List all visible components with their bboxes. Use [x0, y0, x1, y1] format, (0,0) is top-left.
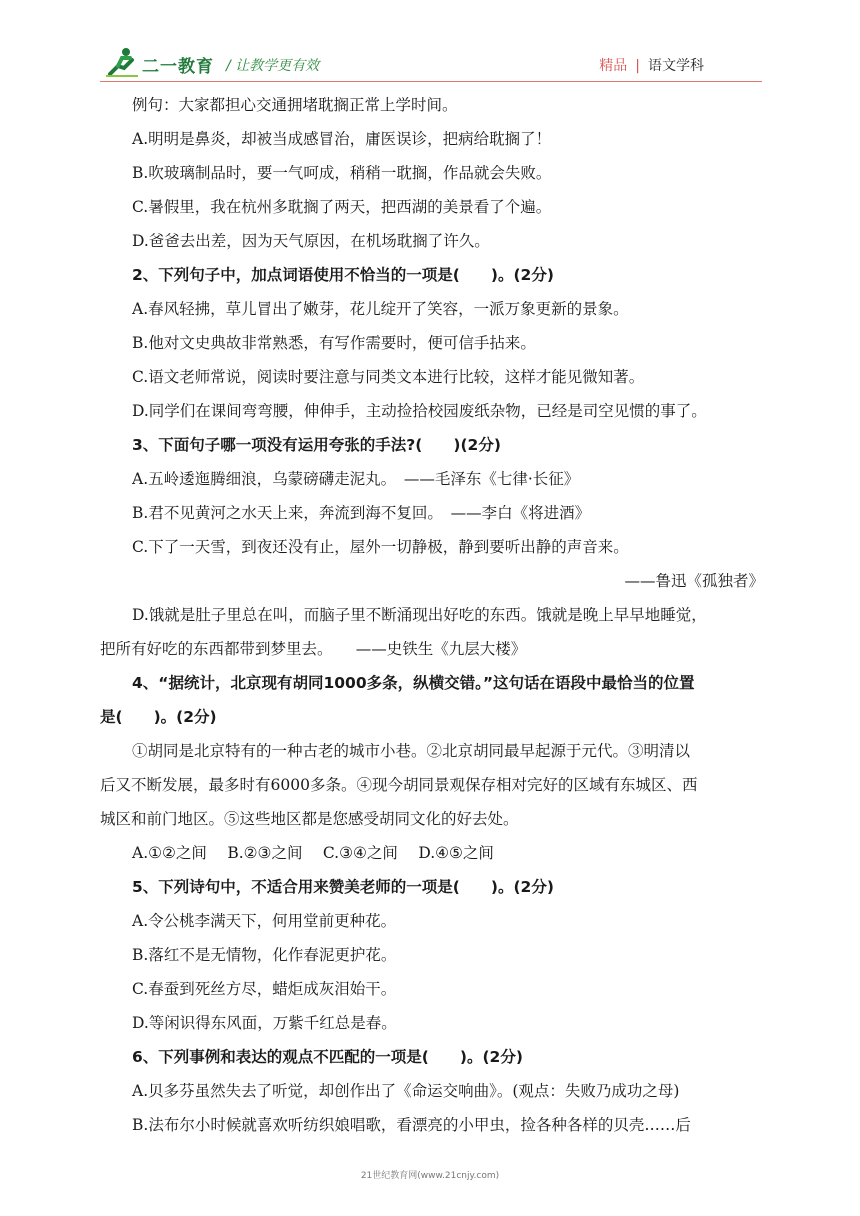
header-divider [100, 81, 762, 82]
text-line: A.贝多芬虽然失去了听觉，却创作出了《命运交响曲》。(观点：失败乃成功之母) [132, 1082, 680, 1100]
text-line: C.暑假里，我在杭州多耽搁了两天，把西湖的美景看了个遍。 [132, 198, 552, 216]
logo [104, 46, 234, 82]
text-line: B.法布尔小时候就喜欢听纺织娘唱歌，看漂亮的小甲虫，捡各种各样的贝壳……后 [132, 1116, 691, 1134]
text-line: B.落红不是无情物，化作春泥更护花。 [132, 946, 397, 964]
text-line-continued: 把所有好吃的东西都带到梦里去。 ——史铁生《九层大楼》 [100, 640, 527, 658]
text-line: D.爸爸去出差，因为天气原因，在机场耽搁了许久。 [132, 232, 490, 250]
slogan: / 让教学更有效 [226, 58, 320, 74]
question-heading: 4、“据统计，北京现有胡同1000多条，纵横交错。”这句话在语段中最恰当的位置 [132, 674, 695, 692]
text-line: A.①②之间 B.②③之间 C.③④之间 D.④⑤之间 [132, 844, 494, 862]
text-line: A.五岭逶迤腾细浪，乌蒙磅礴走泥丸。 ——毛泽东《七律·长征》 [132, 470, 580, 488]
question-heading: 2、下列句子中，加点词语使用不恰当的一项是( )。(2分) [132, 266, 554, 284]
text-line: B.吹玻璃制品时，要一气呵成，稍稍一耽搁，作品就会失败。 [132, 164, 552, 182]
text-line: C.下了一天雪，到夜还没有止，屋外一切静极，静到要听出静的声音来。 [132, 538, 629, 556]
text-line: C.春蚕到死丝方尽，蜡炬成灰泪始干。 [132, 980, 397, 998]
tag-subject: 语文学科 [648, 58, 704, 74]
runner-logo-icon [104, 46, 140, 80]
question-heading: 3、下面句子哪一项没有运用夸张的手法?( )(2分) [132, 436, 501, 454]
text-line: D.饿就是肚子里总在叫，而脑子里不断涌现出好吃的东西。饿就是晚上早早地睡觉， [132, 606, 707, 624]
text-line-continued: 城区和前门地区。⑤这些地区都是您感受胡同文化的好去处。 [100, 810, 519, 828]
text-line: A.春风轻拂，草儿冒出了嫩芽，花儿绽开了笑容，一派万象更新的景象。 [132, 300, 629, 318]
text-line: B.他对文史典故非常熟悉，有写作需要时，便可信手拈来。 [132, 334, 536, 352]
text-line: 例句：大家都担心交通拥堵耽搁正常上学时间。 [132, 96, 458, 114]
logo-text: 二一教育 [142, 57, 214, 77]
header-tags [599, 55, 704, 75]
question-heading-continued: 是( )。(2分) [100, 708, 217, 726]
question-heading: 6、下列事例和表达的观点不匹配的一项是( )。(2分) [132, 1048, 523, 1066]
document-body [100, 88, 764, 1142]
text-line: A.明明是鼻炎，却被当成感冒治，庸医误诊，把病给耽搁了！ [132, 130, 552, 148]
text-line: B.君不见黄河之水天上来，奔流到海不复回。 ——李白《将进酒》 [132, 504, 591, 522]
text-line: A.令公桃李满天下，何用堂前更种花。 [132, 912, 397, 930]
page-header [0, 0, 860, 90]
question-heading: 5、下列诗句中，不适合用来赞美老师的一项是( )。(2分) [132, 878, 554, 896]
page-footer: 21世纪教育网(www.21cnjy.com) [360, 1171, 500, 1181]
tag-premium: 精品 [599, 58, 628, 74]
text-line: ①胡同是北京特有的一种古老的城市小巷。②北京胡同最早起源于元代。③明清以 [132, 742, 691, 760]
text-line: D.同学们在课间弯弯腰，伸伸手，主动捡拾校园废纸杂物，已经是司空见惯的事了。 [132, 402, 707, 420]
citation-line: ——鲁迅《孤独者》 [624, 572, 764, 590]
text-line: D.等闲识得东风面，万紫千红总是春。 [132, 1014, 397, 1032]
text-line: C.语文老师常说，阅读时要注意与同类文本进行比较，这样才能见微知著。 [132, 368, 645, 386]
tag-separator: | [635, 58, 640, 74]
text-line-continued: 后又不断发展，最多时有6000多条。④现今胡同景观保存相对完好的区域有东城区、西 [100, 776, 698, 794]
